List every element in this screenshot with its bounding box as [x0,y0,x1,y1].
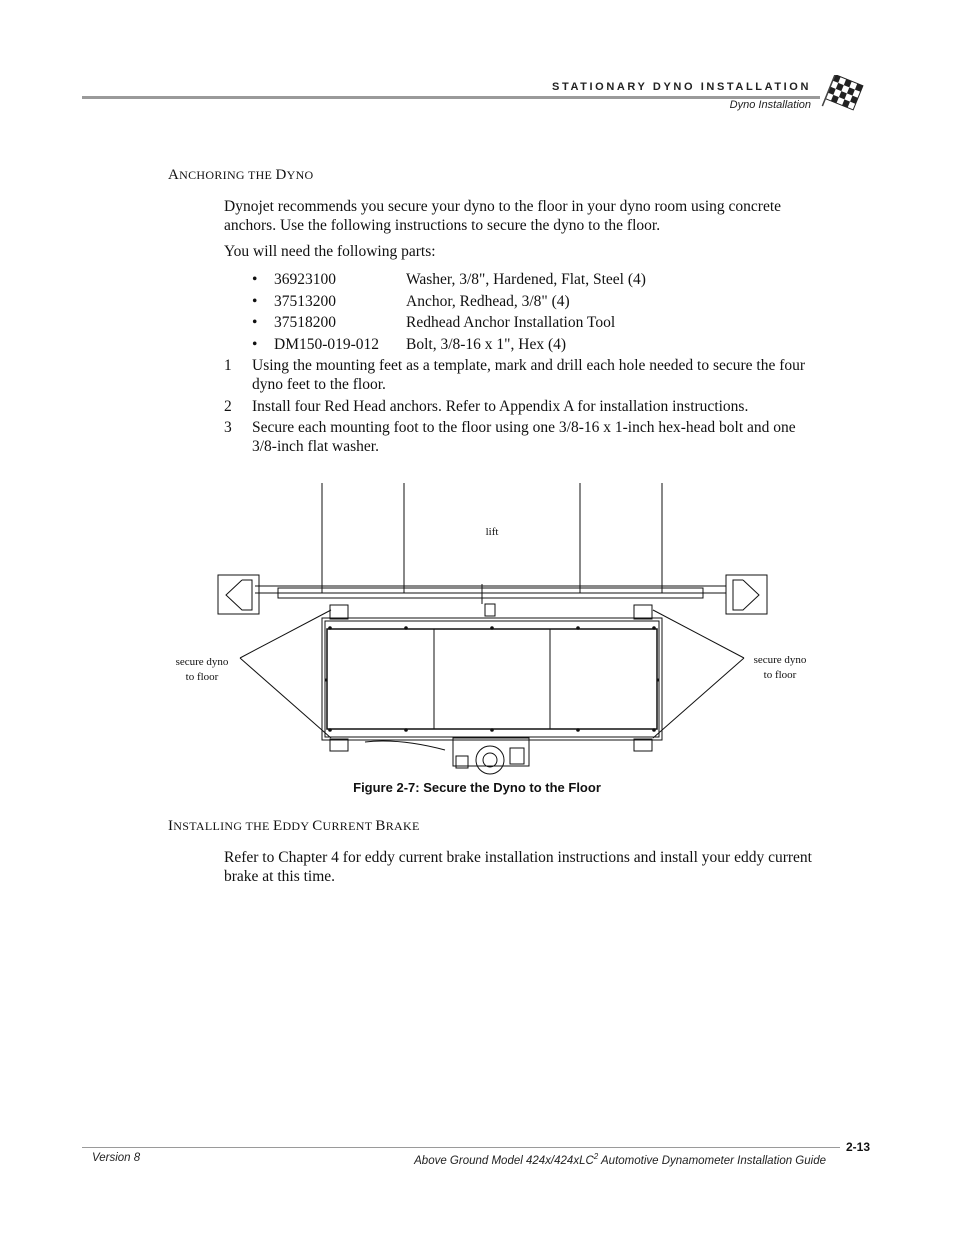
figure-caption: Figure 2-7: Secure the Dyno to the Floor [353,780,601,795]
footer-rule [82,1147,840,1148]
footer-guide-title: Above Ground Model 424x/424xLC$^2$ Automotive Dynamometer Installation Guide [414,1152,826,1167]
section-heading-anchoring: ANCHORING THE DYNO [168,167,314,183]
step-item: 1 Using the mounting feet as a template, mark and drill each hole needed to secure the four dyno feet to the floor. [224,357,806,393]
running-header-title: STATIONARY DYNO INSTALLATION [552,81,811,93]
footer-version: Version 8 [92,1152,141,1164]
bullet-icon: • [252,292,258,310]
bullet-icon: • [252,271,258,288]
dyno-floor-diagram [160,480,820,780]
checkered-flag-icon [820,75,866,115]
eddy-brake-paragraph: Refer to Chapter 4 for eddy current brake installation instructions and install your eddy current brake at this time. [224,849,812,885]
running-header-subtitle: Dyno Installation [729,99,811,111]
label-secure-right-line1: secure dyno [753,654,807,666]
label-secure-right-line2: to floor [763,669,797,681]
step-item: 3 Secure each mounting foot to the floor using one 3/8-16 x 1-inch hex-head bolt and one 3/8-inch flat washer. [224,419,796,455]
steps-list [224,356,824,459]
label-secure-left-line2: to floor [185,671,219,683]
label-lift: lift [485,526,499,538]
label-secure-left-line1: secure dyno [175,656,229,668]
step-item: 2 Install four Red Head anchors. Refer to Appendix A for installation instructions. [224,397,749,415]
bullet-icon: • [252,314,258,331]
section-heading-eddy-brake: INSTALLING THE EDDY CURRENT BRAKE [168,818,420,834]
bullet-icon: • [252,335,258,353]
intro-paragraph: Dynojet recommends you secure your dyno to the floor in your dyno room using concrete anchors. Use the following instructions to secure the dyno to the floor. [224,198,782,234]
parts-intro: You will need the following parts: [224,243,436,260]
header-rule [82,96,820,99]
page-number: 2-13 [845,1140,870,1154]
